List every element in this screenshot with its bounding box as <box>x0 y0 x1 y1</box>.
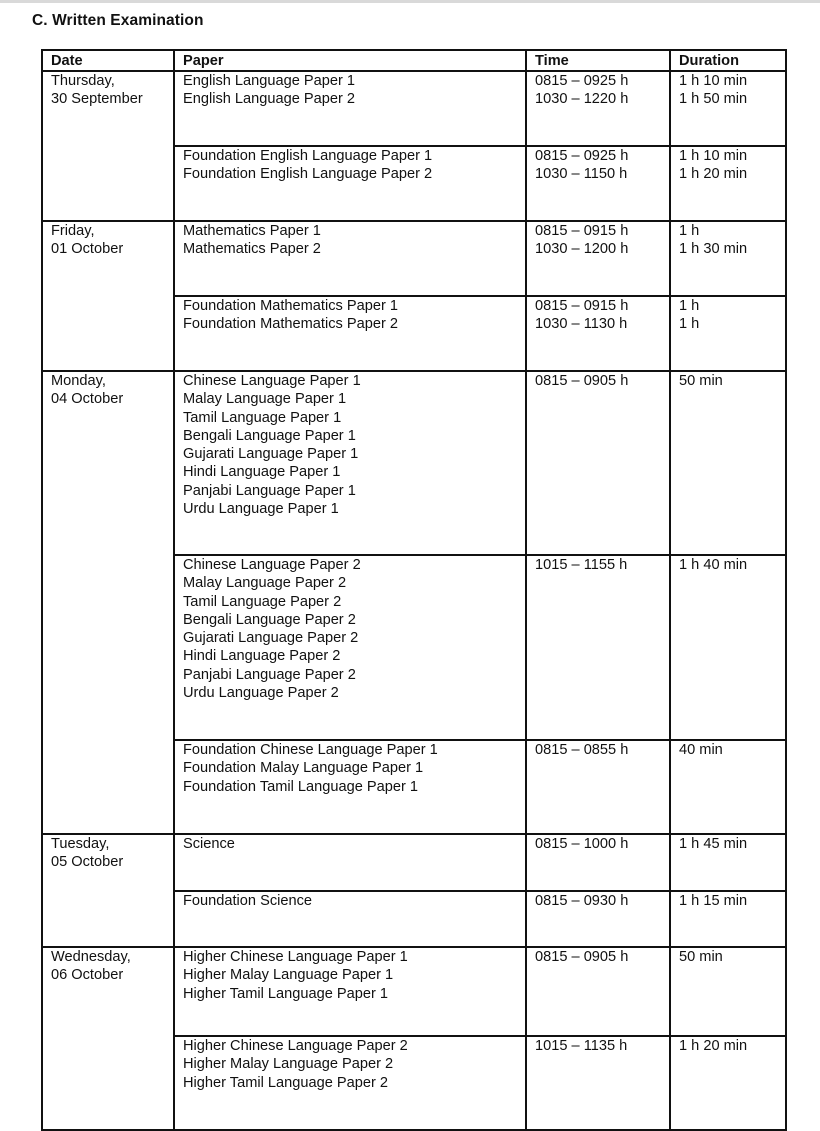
time-cell: 0815 – 0930 h <box>526 891 670 947</box>
duration-cell: 1 h 15 min <box>670 891 786 947</box>
duration-cell: 50 min <box>670 947 786 1036</box>
duration-cell: 1 h 1 h <box>670 296 786 371</box>
date-cell: Monday, 04 October <box>42 371 174 834</box>
time-cell: 0815 – 0905 h <box>526 371 670 555</box>
paper-cell: Foundation Science <box>174 891 526 947</box>
table-row <box>42 221 786 296</box>
time-cell: 0815 – 0925 h 1030 – 1220 h <box>526 71 670 146</box>
paper-cell: Mathematics Paper 1 Mathematics Paper 2 <box>174 221 526 296</box>
time-cell: 0815 – 0915 h 1030 – 1130 h <box>526 296 670 371</box>
duration-cell: 1 h 45 min <box>670 834 786 891</box>
paper-cell: Higher Chinese Language Paper 1 Higher Malay Language Paper 1 Higher Tamil Language Paper 1 <box>174 947 526 1036</box>
time-cell: 0815 – 0925 h 1030 – 1150 h <box>526 146 670 221</box>
duration-cell: 1 h 10 min 1 h 50 min <box>670 71 786 146</box>
page-top-border <box>0 0 820 3</box>
date-cell: Tuesday, 05 October <box>42 834 174 947</box>
duration-cell: 1 h 1 h 30 min <box>670 221 786 296</box>
duration-cell: 40 min <box>670 740 786 834</box>
paper-cell: Foundation Chinese Language Paper 1 Foundation Malay Language Paper 1 Foundation Tamil Language Paper 1 <box>174 740 526 834</box>
date-cell: Friday, 01 October <box>42 221 174 371</box>
header-paper: Paper <box>174 50 526 71</box>
time-cell: 0815 – 0855 h <box>526 740 670 834</box>
paper-cell: Chinese Language Paper 2 Malay Language Paper 2 Tamil Language Paper 2 Bengali Language Paper 2 Gujarati Language Paper 2 Hindi Language Paper 2 Panjabi Language Paper 2 Urdu Language Paper 2 <box>174 555 526 740</box>
header-date: Date <box>42 50 174 71</box>
header-time: Time <box>526 50 670 71</box>
section-title: C. Written Examination <box>32 12 204 29</box>
duration-cell: 1 h 20 min <box>670 1036 786 1130</box>
paper-cell: English Language Paper 1 English Language Paper 2 <box>174 71 526 146</box>
table-row <box>42 371 786 555</box>
time-cell: 0815 – 1000 h <box>526 834 670 891</box>
paper-cell: Science <box>174 834 526 891</box>
time-cell: 0815 – 0915 h 1030 – 1200 h <box>526 221 670 296</box>
header-duration: Duration <box>670 50 786 71</box>
date-cell: Wednesday, 06 October <box>42 947 174 1130</box>
table-row <box>42 834 786 891</box>
table-row <box>42 71 786 146</box>
paper-cell: Foundation English Language Paper 1 Foundation English Language Paper 2 <box>174 146 526 221</box>
time-cell: 0815 – 0905 h <box>526 947 670 1036</box>
table-row <box>42 947 786 1036</box>
paper-cell: Foundation Mathematics Paper 1 Foundation Mathematics Paper 2 <box>174 296 526 371</box>
duration-cell: 50 min <box>670 371 786 555</box>
time-cell: 1015 – 1155 h <box>526 555 670 740</box>
exam-schedule-table <box>41 49 787 1131</box>
paper-cell: Higher Chinese Language Paper 2 Higher Malay Language Paper 2 Higher Tamil Language Paper 2 <box>174 1036 526 1130</box>
duration-cell: 1 h 10 min 1 h 20 min <box>670 146 786 221</box>
table-header-row <box>42 50 786 71</box>
paper-cell: Chinese Language Paper 1 Malay Language Paper 1 Tamil Language Paper 1 Bengali Language Paper 1 Gujarati Language Paper 1 Hindi Language Paper 1 Panjabi Language Paper 1 Urdu Language Paper 1 <box>174 371 526 555</box>
duration-cell: 1 h 40 min <box>670 555 786 740</box>
date-cell: Thursday, 30 September <box>42 71 174 221</box>
time-cell: 1015 – 1135 h <box>526 1036 670 1130</box>
